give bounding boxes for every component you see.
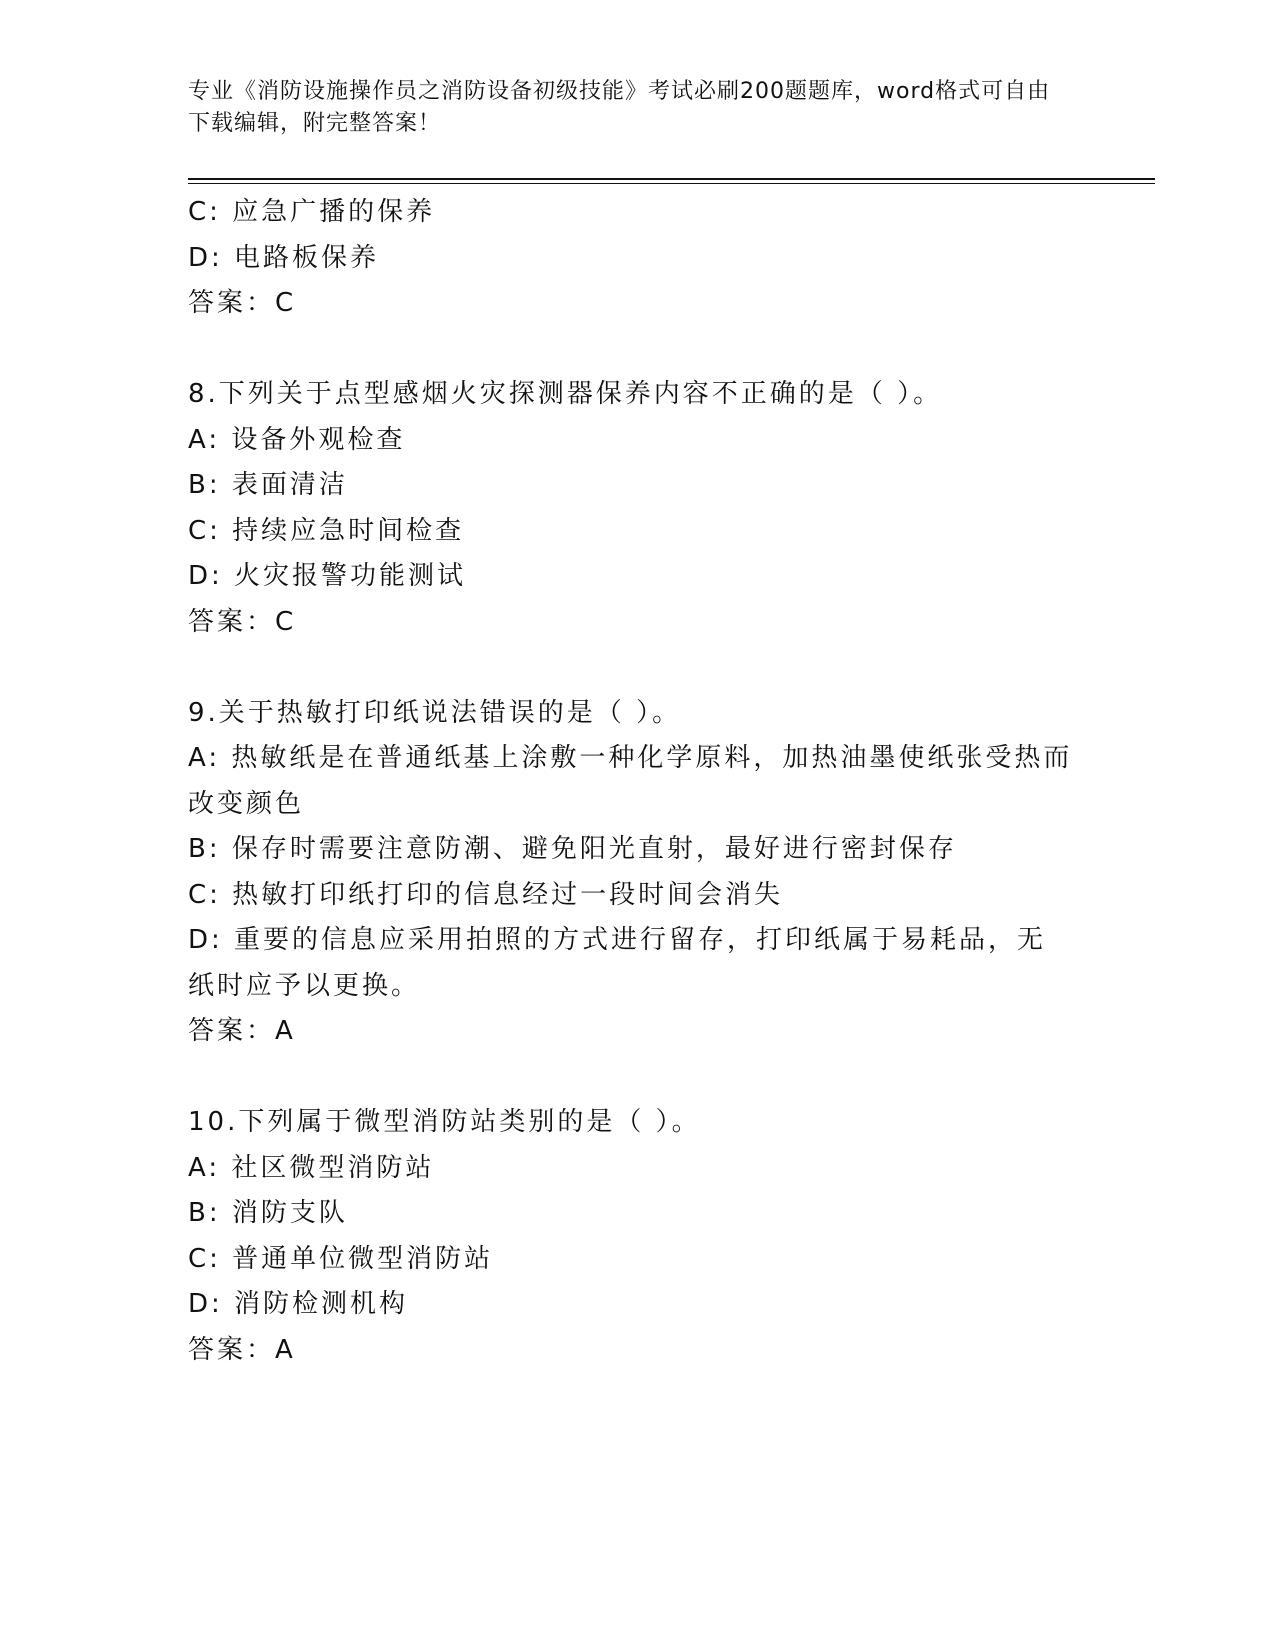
question-10-block	[188, 1100, 1088, 1373]
q10-option-a: A: 社区微型消防站	[188, 1152, 435, 1183]
q10-option-c: C: 普通单位微型消防站	[188, 1243, 494, 1274]
spacer	[188, 1055, 1088, 1101]
q10-option-d: D: 消防检测机构	[188, 1289, 409, 1319]
document-body	[188, 190, 1088, 1373]
q9-option-b: B: 保存时需要注意防潮、避免阳光直射，最好进行密封保存	[188, 834, 957, 864]
q7-option-c: C: 应急广播的保养	[188, 197, 436, 227]
q9-question: 9.关于热敏打印纸说法错误的是（ ）。	[188, 697, 682, 728]
question-7-block	[188, 190, 1088, 327]
q8-option-d: D: 火灾报警功能测试	[188, 561, 467, 591]
q8-answer: 答案：C	[188, 606, 297, 637]
spacer	[188, 327, 1088, 373]
q9-option-c: C: 热敏打印纸打印的信息经过一段时间会消失	[188, 879, 784, 910]
question-9-block	[188, 691, 1088, 1055]
q8-option-b: B: 表面清洁	[188, 470, 348, 500]
q10-answer: 答案：A	[188, 1334, 296, 1365]
question-8-block	[188, 372, 1088, 645]
q10-question: 10.下列属于微型消防站类别的是（ ）。	[188, 1107, 701, 1137]
spacer	[188, 645, 1088, 691]
q9-option-a: A: 热敏纸是在普通纸基上涂敷一种化学原料，加热油墨使纸张受热而改变颜色	[188, 743, 1073, 819]
q8-option-c: C: 持续应急时间检查	[188, 515, 465, 546]
q9-answer: 答案：A	[188, 1016, 296, 1046]
q9-option-d: D: 重要的信息应采用拍照的方式进行留存，打印纸属于易耗品，无纸时应予以更换。	[188, 925, 1047, 1001]
q10-option-b: B: 消防支队	[188, 1198, 348, 1228]
document-header: 专业《消防设施操作员之消防设备初级技能》考试必刷200题题库，word格式可自由下载编辑，附完整答案！	[188, 79, 1051, 136]
q7-answer: 答案：C	[188, 288, 297, 318]
q7-option-d: D: 电路板保养	[188, 242, 380, 273]
header-rule-thin	[188, 183, 1155, 184]
header-rule-thick	[188, 178, 1155, 180]
q8-question: 8.下列关于点型感烟火灾探测器保养内容不正确的是（ ）。	[188, 379, 943, 409]
q8-option-a: A: 设备外观检查	[188, 424, 406, 455]
